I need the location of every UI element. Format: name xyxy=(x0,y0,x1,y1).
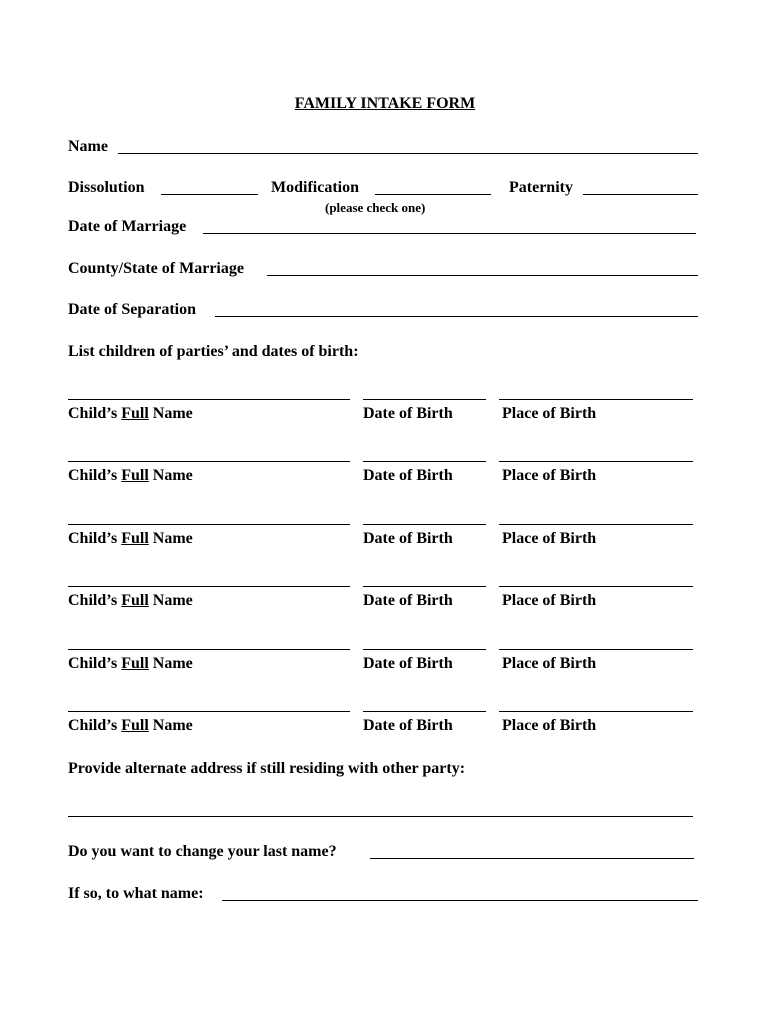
child-dob-label: Date of Birth xyxy=(363,717,453,734)
child-dob-label: Date of Birth xyxy=(363,592,453,609)
child-dob-label: Date of Birth xyxy=(363,405,453,422)
new-name-input-line[interactable] xyxy=(222,900,698,901)
name-input-line[interactable] xyxy=(118,153,698,154)
change-name-input-line[interactable] xyxy=(370,858,694,859)
date-of-marriage-input-line[interactable] xyxy=(203,233,696,234)
child-full-name-label xyxy=(68,655,193,673)
child-name-full-emphasis: Full xyxy=(121,530,149,547)
date-of-separation-input-line[interactable] xyxy=(215,316,698,317)
child-dob-input-line[interactable] xyxy=(363,586,486,587)
child-name-prefix: Child’s xyxy=(68,530,122,547)
child-pob-input-line[interactable] xyxy=(499,399,693,400)
name-label: Name xyxy=(68,138,108,155)
paternity-check-line[interactable] xyxy=(583,194,698,195)
child-name-prefix: Child’s xyxy=(68,717,122,734)
child-full-name-label xyxy=(68,530,193,548)
child-full-name-label xyxy=(68,467,193,485)
child-pob-input-line[interactable] xyxy=(499,711,693,712)
child-dob-label: Date of Birth xyxy=(363,655,453,672)
child-name-input-line[interactable] xyxy=(68,649,350,650)
child-full-name-label xyxy=(68,405,193,423)
child-name-prefix: Child’s xyxy=(68,467,122,484)
child-name-suffix: Name xyxy=(148,717,193,734)
child-name-prefix: Child’s xyxy=(68,405,122,422)
child-dob-input-line[interactable] xyxy=(363,461,486,462)
child-pob-input-line[interactable] xyxy=(499,649,693,650)
child-pob-label: Place of Birth xyxy=(502,530,597,547)
child-name-suffix: Name xyxy=(148,655,193,672)
child-name-prefix: Child’s xyxy=(68,655,122,672)
modification-label: Modification xyxy=(271,179,359,196)
change-name-label: Do you want to change your last name? xyxy=(68,843,337,860)
child-name-full-emphasis: Full xyxy=(121,405,149,422)
child-dob-input-line[interactable] xyxy=(363,649,486,650)
modification-check-line[interactable] xyxy=(375,194,491,195)
child-dob-label: Date of Birth xyxy=(363,530,453,547)
child-pob-input-line[interactable] xyxy=(499,586,693,587)
child-dob-input-line[interactable] xyxy=(363,711,486,712)
child-dob-label: Date of Birth xyxy=(363,467,453,484)
child-name-suffix: Name xyxy=(148,405,193,422)
child-name-input-line[interactable] xyxy=(68,461,350,462)
child-name-full-emphasis: Full xyxy=(121,592,149,609)
form-title-text: FAMILY INTAKE FORM xyxy=(294,95,476,112)
child-pob-input-line[interactable] xyxy=(499,461,693,462)
child-full-name-label xyxy=(68,717,193,735)
child-pob-label: Place of Birth xyxy=(502,592,597,609)
dissolution-check-line[interactable] xyxy=(161,194,258,195)
child-name-full-emphasis: Full xyxy=(121,467,149,484)
child-pob-label: Place of Birth xyxy=(502,467,597,484)
child-full-name-label xyxy=(68,592,193,610)
check-one-hint: (please check one) xyxy=(325,200,426,215)
alternate-address-input-line[interactable] xyxy=(68,816,693,817)
paternity-label: Paternity xyxy=(509,179,573,196)
child-pob-label: Place of Birth xyxy=(502,655,597,672)
child-name-input-line[interactable] xyxy=(68,524,350,525)
dissolution-label: Dissolution xyxy=(68,179,145,196)
children-heading: List children of parties’ and dates of birth: xyxy=(68,343,359,360)
child-name-suffix: Name xyxy=(148,592,193,609)
child-name-full-emphasis: Full xyxy=(121,655,149,672)
child-name-suffix: Name xyxy=(148,530,193,547)
child-pob-label: Place of Birth xyxy=(502,717,597,734)
form-title xyxy=(0,95,770,113)
child-name-suffix: Name xyxy=(148,467,193,484)
child-dob-input-line[interactable] xyxy=(363,399,486,400)
child-dob-input-line[interactable] xyxy=(363,524,486,525)
child-name-input-line[interactable] xyxy=(68,586,350,587)
child-pob-label: Place of Birth xyxy=(502,405,597,422)
child-name-full-emphasis: Full xyxy=(121,717,149,734)
date-of-separation-label: Date of Separation xyxy=(68,301,196,318)
county-state-label: County/State of Marriage xyxy=(68,260,244,277)
child-name-prefix: Child’s xyxy=(68,592,122,609)
child-name-input-line[interactable] xyxy=(68,711,350,712)
child-pob-input-line[interactable] xyxy=(499,524,693,525)
new-name-label: If so, to what name: xyxy=(68,885,204,902)
child-name-input-line[interactable] xyxy=(68,399,350,400)
county-state-input-line[interactable] xyxy=(267,275,698,276)
date-of-marriage-label: Date of Marriage xyxy=(68,218,187,235)
alternate-address-label: Provide alternate address if still residing with other party: xyxy=(68,760,466,777)
